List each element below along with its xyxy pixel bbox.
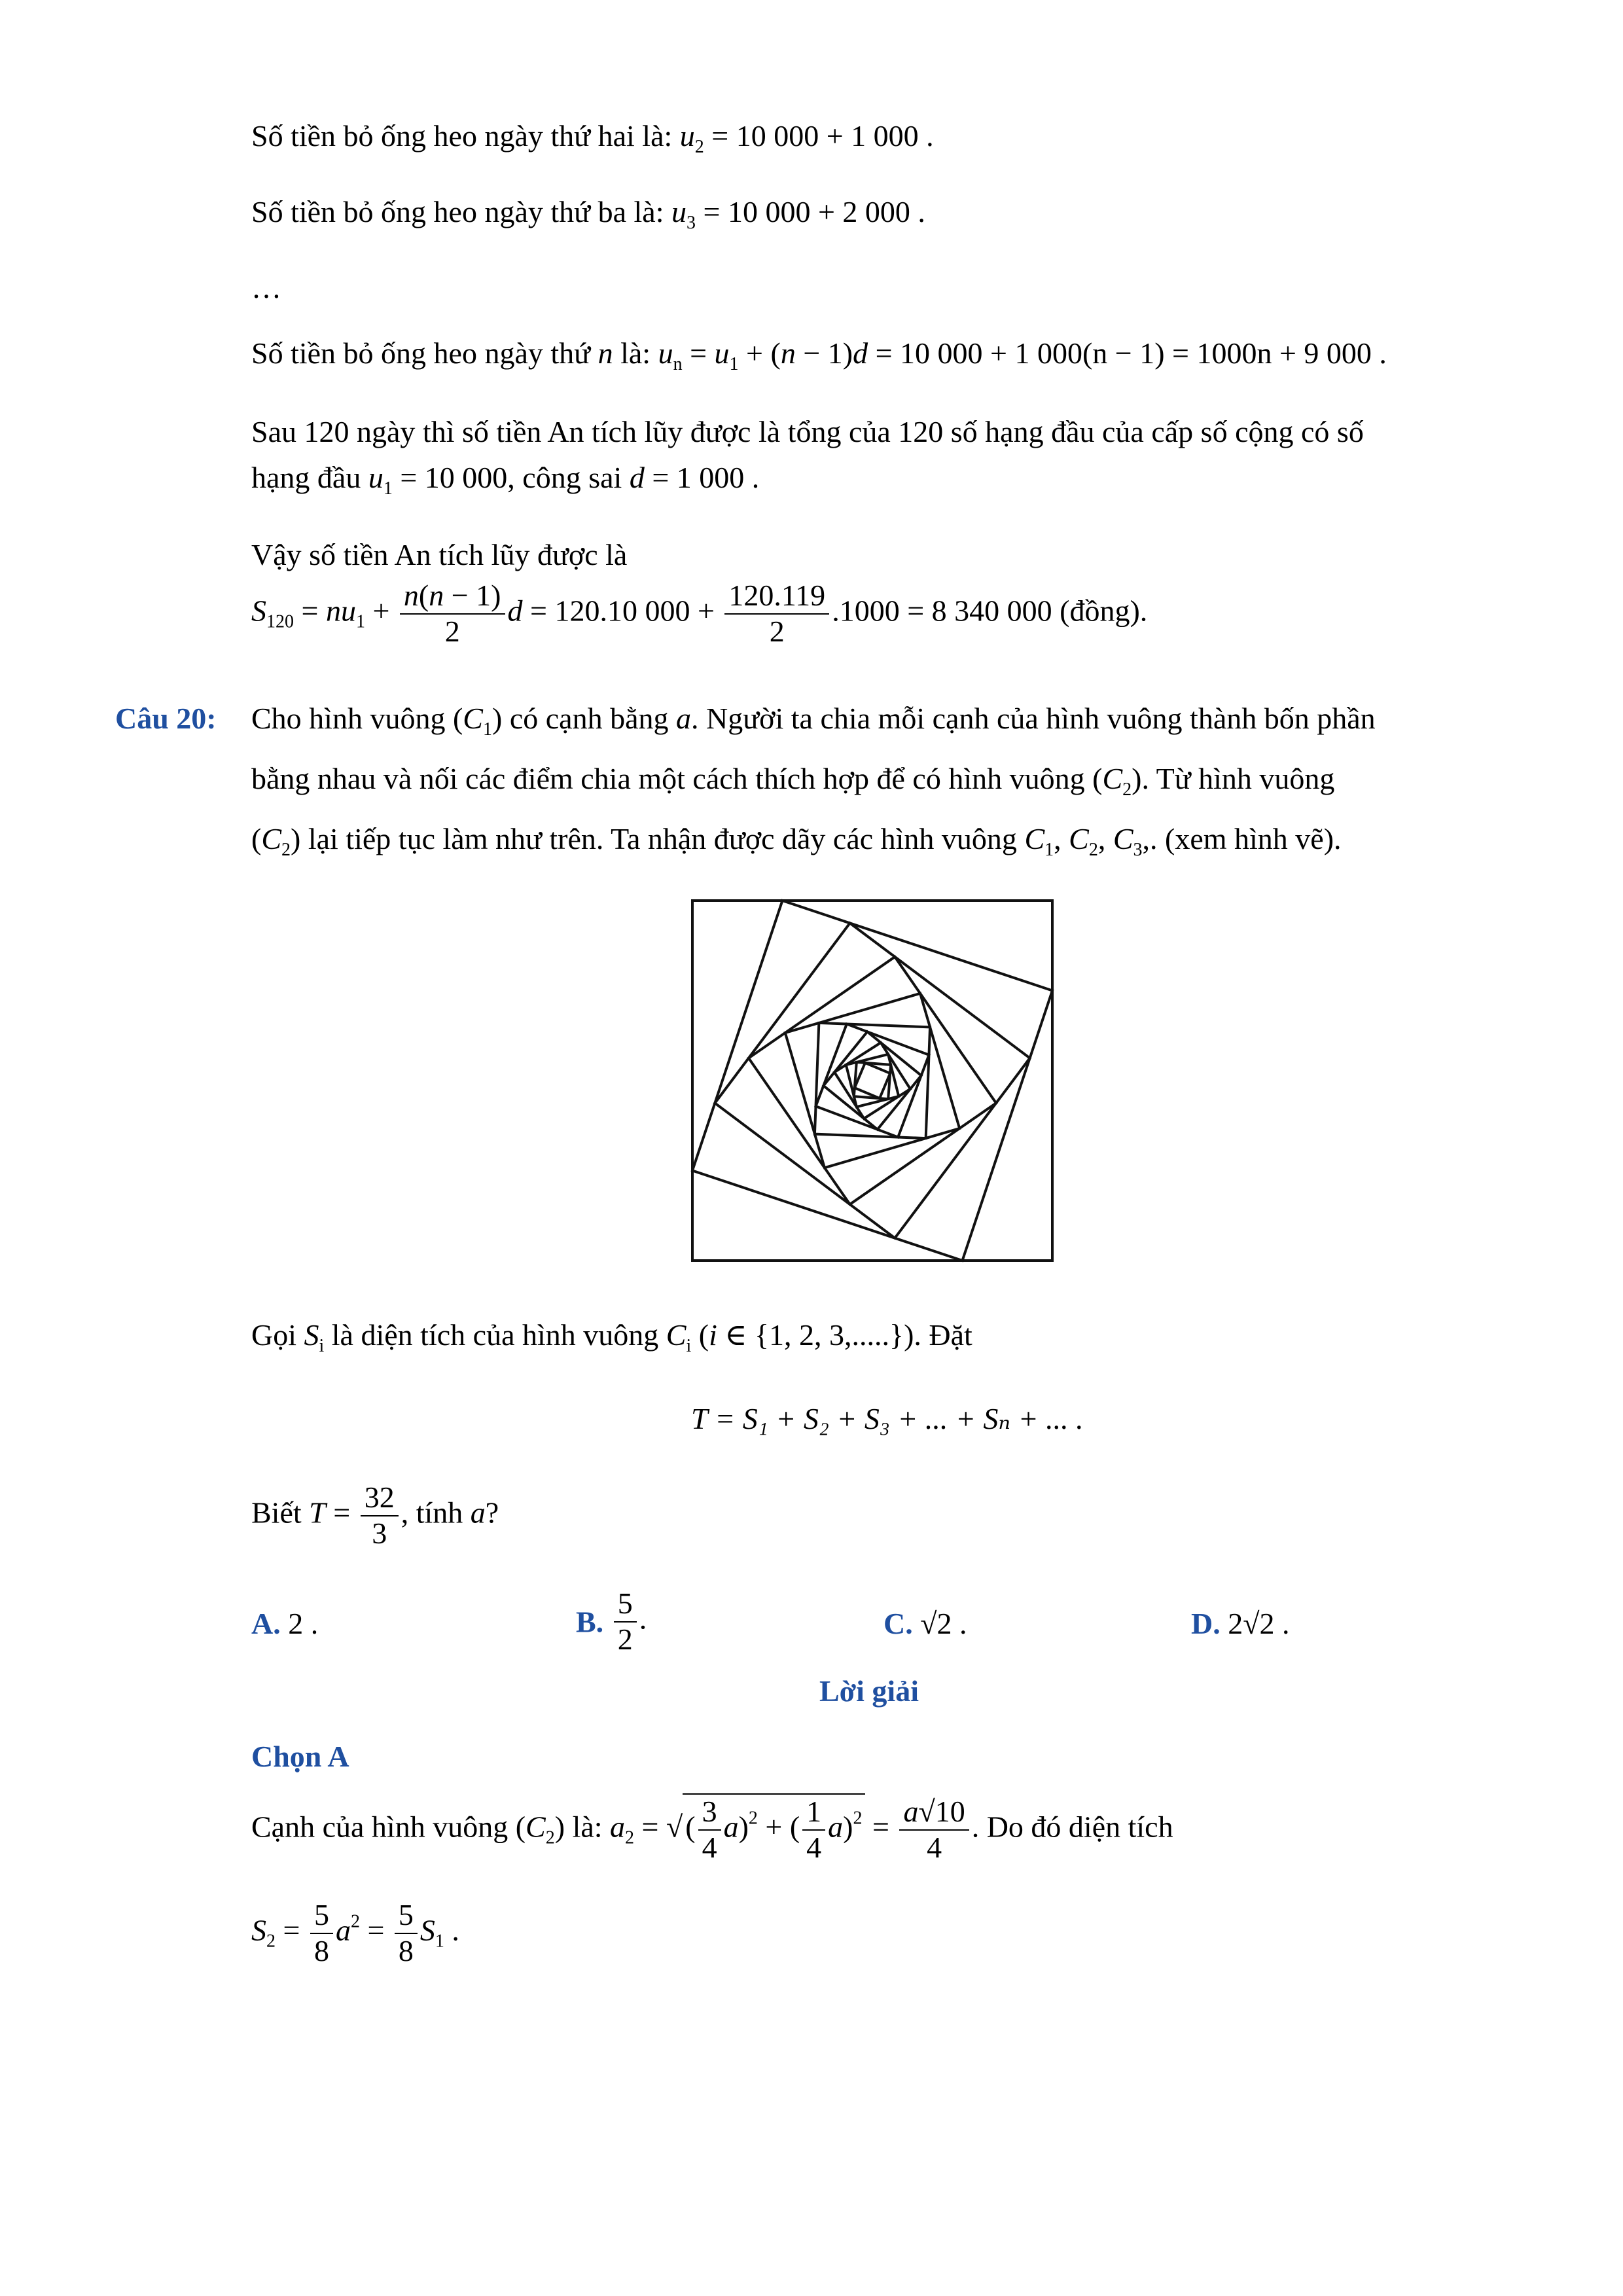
option-d: D. 2√2 . <box>1191 1607 1290 1640</box>
square-2 <box>692 901 1052 1261</box>
option-c: C. √2 . <box>883 1607 967 1640</box>
square-12 <box>855 1063 890 1098</box>
define-areas: Gọi $S_i$ là diện tích của hình vuông $C_i$ (i ∈ {1, 2, 3,.....}). Đặt <box>251 1318 972 1356</box>
given-T: Biết T = $\frac{32}{3}$ , tính a? <box>251 1480 499 1550</box>
square-9 <box>834 1043 910 1119</box>
line-day-two: Số tiền bỏ ống heo ngày thứ hai là: $u_2 = 10$ 000 + 1 000 . <box>251 119 934 157</box>
line-day-n: Số tiền bỏ ống heo ngày thứ n là: $u_n = u_1 + (n - 1)d = 10$ 000 + 1 000(n − 1) = 1000n + 9 000 . <box>251 336 1387 374</box>
line-conclusion: Vậy số tiền An tích lũy được là <box>251 538 628 571</box>
square-4 <box>749 957 996 1204</box>
line-s120-formula: $S_{120} = nu_1$ + $\frac{n(n - 1)}{2}$ d = 120.10 000 + $\frac{120.119}{2}$ .1000 = 8 340 000 (đồng). <box>251 579 1148 648</box>
option-a: A. 2 . <box>251 1607 319 1640</box>
line-sum-intro: Sau 120 ngày thì số tiền An tích lũy được là tổng của 120 số hạng đầu của cấp số cộng có số <box>251 415 1364 448</box>
question-label: Câu 20: <box>115 702 217 735</box>
line-day-three: Số tiền bỏ ống heo ngày thứ ba là: $u_3 = 10$ 000 + 2 000 . <box>251 195 925 233</box>
solution-area-s2: $S_2$ = $\frac{5}{8}$ $a^2$ = $\frac{5}{8}$ $S_1$ . <box>251 1898 459 1967</box>
option-b: B. $\frac{5}{2}$ . <box>576 1587 647 1656</box>
nested-squares-figure <box>686 894 1065 1274</box>
solution-side-c2: Cạnh của hình vuông $(C_2)$ là: $a_2$ = √( $\frac{3}{4}$ a)$^2$ + ( $\frac{1}{4}$ a)$^2$ = $\frac{a√10}{4}$ . Do đó diện tích <box>251 1795 1173 1864</box>
line-first-term: hạng đầu $u_1 = 10$ 000, công sai d = 1 000 . <box>251 461 760 499</box>
line-dots: … <box>251 271 281 304</box>
square-6 <box>815 1023 930 1138</box>
square-1 <box>692 901 1052 1261</box>
question-text-2: bằng nhau và nối các điểm chia một cách thích hợp để có hình vuông $(C_2)$. Từ hình vuông <box>251 762 1335 800</box>
question-text-3: $(C_2)$ lại tiếp tục làm như trên. Ta nhận được dãy các hình vuông $C_1$, $C_2$, $C_3$,. (xem hình vẽ). <box>251 822 1342 860</box>
solution-heading: Lời giải <box>819 1674 919 1708</box>
question-text-1: Cho hình vuông $(C_1)$ có cạnh bằng a. Người ta chia mỗi cạnh của hình vuông thành bốn phần <box>251 702 1376 740</box>
solution-choice: Chọn A <box>251 1740 349 1773</box>
square-5 <box>785 994 959 1168</box>
square-11 <box>854 1062 891 1099</box>
square-3 <box>715 923 1029 1238</box>
series-T: T = S₁ + S₂ + S₃ + ... + Sₙ + ... . <box>691 1402 1084 1435</box>
square-7 <box>816 1024 929 1138</box>
